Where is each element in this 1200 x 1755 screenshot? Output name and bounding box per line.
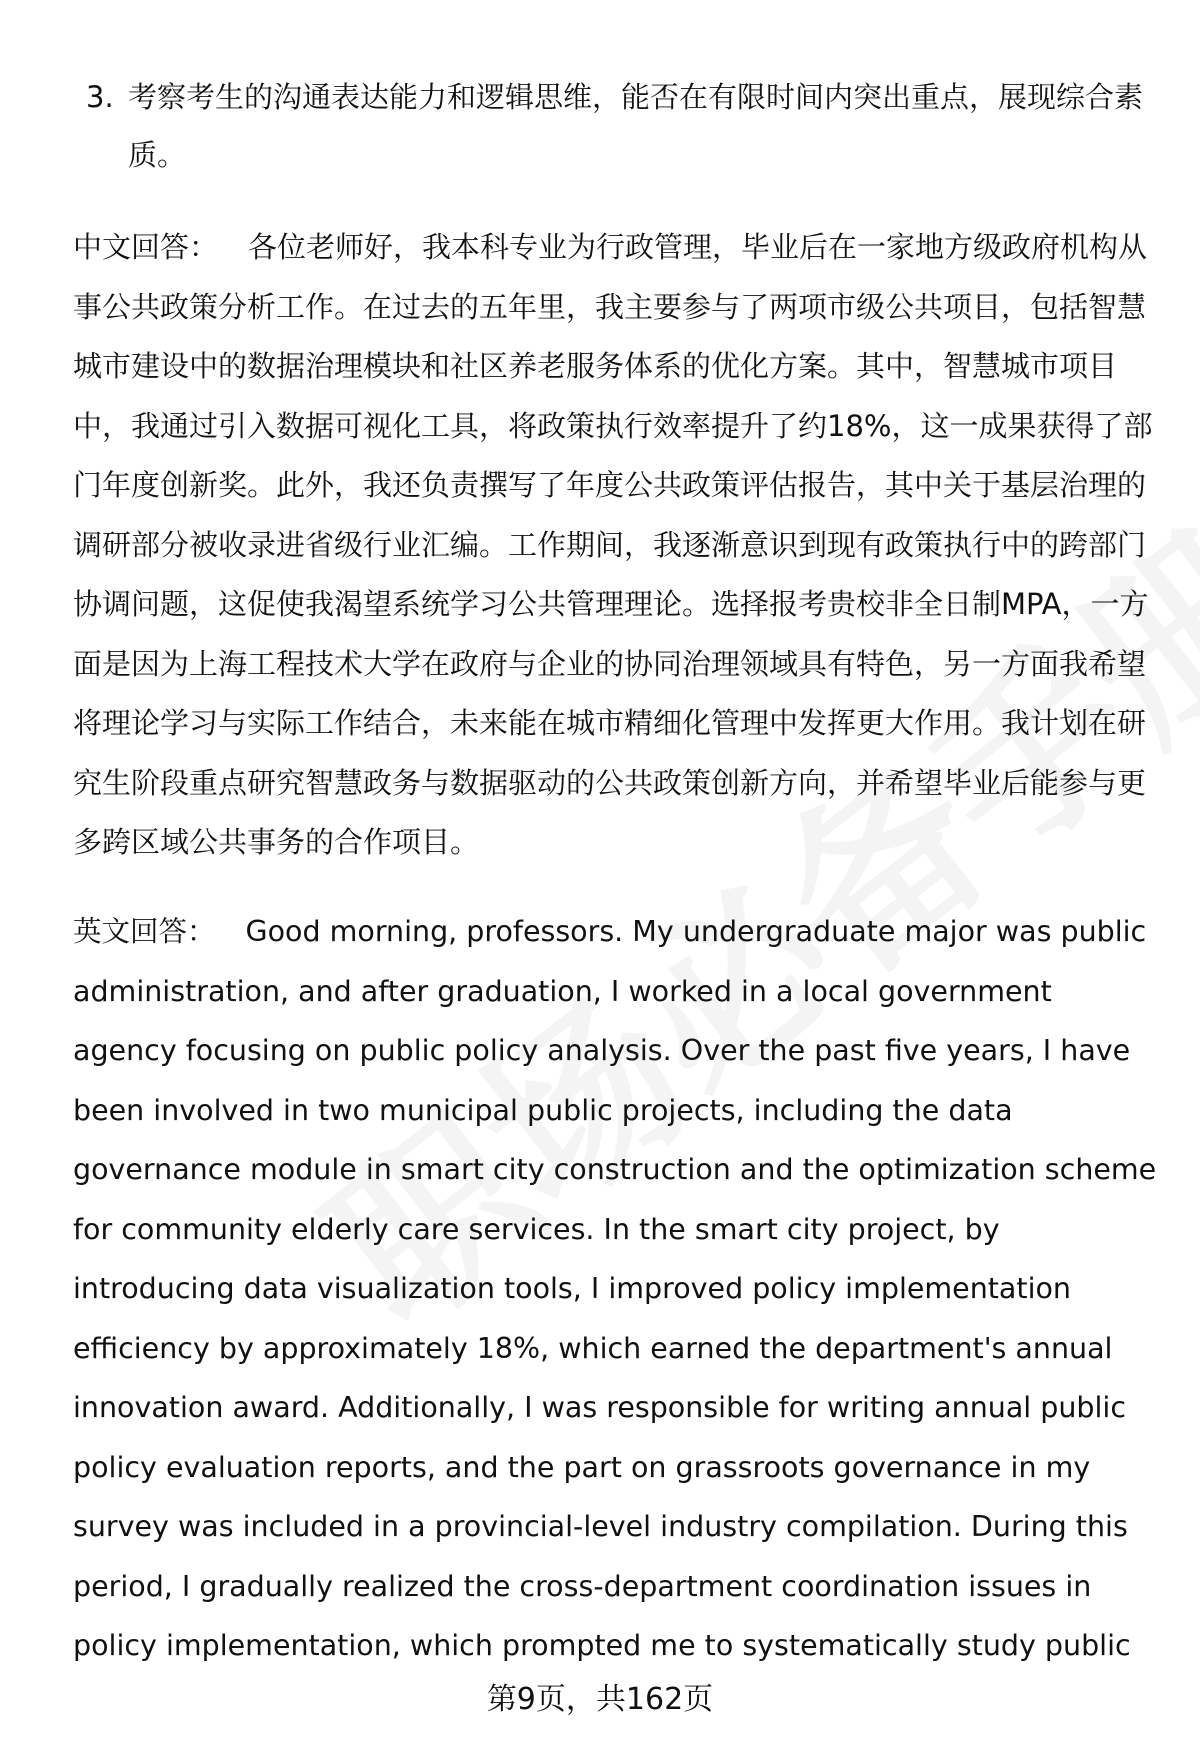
list-item-number: 3. (86, 80, 114, 114)
chinese-answer-text: 各位老师好，我本科专业为行政管理，毕业后在一家地方级政府机构从事公共政策分析工作。在过去的五年里，我主要参与了两项市级公共项目，包括智慧城市建设中的数据治理模块和社区养老服务体系的优化方案。其中，智慧城市项目中，我通过引入数据可视化工具，将政策执行效率提升了约18%，这一成果获得了部门年度创新奖。此外，我还负责撰写了年度公共政策评估报告，其中关于基层治理的调研部分被收录进省级行业汇编。工作期间，我逐渐意识到现有政策执行中的跨部门协调问题，这促使我渴望系统学习公共管理理论。选择报考贵校非全日制MPA，一方面是因为上海工程技术大学在政府与企业的协同治理领域具有特色，另一方面我希望将理论学习与实际工作结合，未来能在城市精细化管理中发挥更大作用。我计划在研究生阶段重点研究智慧政务与数据驱动的公共政策创新方向，并希望毕业后能参与更多跨区域公共事务的合作项目。 (73, 230, 1153, 859)
english-answer-label: 英文回答： (73, 915, 216, 948)
english-answer-text: Good morning, professors. My undergraduate major was public administration, and after graduation, I worked in a local government agency focusing on public policy analysis. Over the past five years, I have been involved in two municipal public projects, including the data governance module in smart city construction and the optimization scheme for community elderly care services. In the smart city project, by introducing data visualization tools, I improved policy implementation efficiency by approximately 18%, which earned the department's annual innovation award. Additionally, I was responsible for writing annual public policy evaluation reports, and the part on grassroots governance in my survey was included in a provincial-level industry compilation. During this period, I gradually realized the cross-department coordination issues in policy implementation, which prompted me to systematically study public (73, 915, 1157, 1662)
page-footer: 第9页，共162页 (486, 1682, 714, 1717)
english-answer (73, 902, 1163, 1676)
list-item (86, 68, 1166, 184)
list-item-text: 考察考生的沟通表达能力和逻辑思维，能否在有限时间内突出重点，展现综合素质。 (128, 80, 1144, 172)
chinese-answer (73, 218, 1163, 873)
chinese-answer-label: 中文回答： (73, 230, 219, 264)
